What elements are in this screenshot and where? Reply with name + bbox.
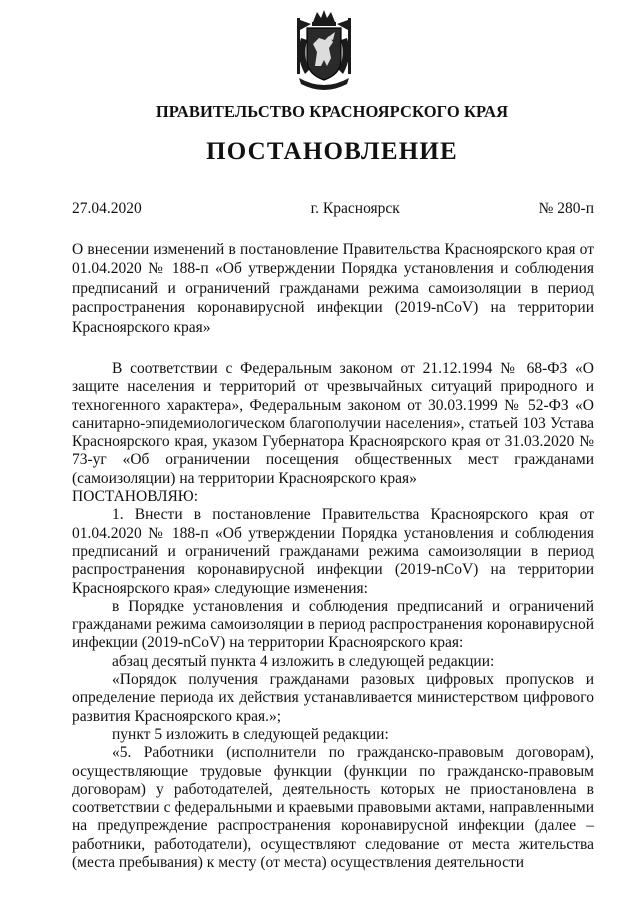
body-paragraph-4: «Порядок получения гражданами разовых цифровых пропусков и определение периода их действия устанавливается министерством цифрового развития Красноярского края.»; — [72, 671, 594, 725]
document-body — [72, 360, 594, 872]
document-date: 27.04.2020 — [72, 200, 142, 217]
document-meta-row — [72, 200, 594, 218]
decree-word: ПОСТАНОВЛЯЮ: — [72, 488, 199, 506]
body-paragraph-3: абзац десятый пункта 4 изложить в следующей редакции: — [112, 652, 495, 670]
body-paragraph-6: «5. Работники (исполнители по гражданско-правовым договорам), осуществляющие трудовые функции (функции по гражданско-правовым договорам) у работодателей, деятельность которых не приостановлена в соответствии с федеральными и краевыми правовыми актами, направленными на предупреждение распространения коронавирусной инфекции (далее – работники, работодатели), осуществляют следование от места жительства (места пребывания) к месту (от места) осуществления деятельности — [72, 744, 594, 872]
document-city: г. Красноярск — [310, 200, 400, 217]
krasnoyarsk-coat-of-arms-icon — [291, 8, 357, 92]
body-paragraph-5: пункт 5 изложить в следующей редакции: — [112, 725, 389, 743]
preamble-paragraph: В соответствии с Федеральным законом от 21.12.1994 № 68-ФЗ «О защите населения и территорий от чрезвычайных ситуаций природного и техногенного характера», Федеральным законом от 30.03.1999 № 52-ФЗ «О санитарно-эпидемиологическом благополучии населения», статьей 103 Устава Красноярского края, указом Губернатора Красноярского края от 31.03.2020 № 73-уг «Об ограничении посещения общественных мест гражданами (самоизоляции) на территории Красноярского края» — [72, 360, 594, 487]
document-number: № 280-п — [538, 200, 594, 217]
document-subject: О внесении изменений в постановление Правительства Красноярского края от 01.04.2020 № 188-п «Об утверждении Порядка установления и соблюдения предписаний и ограничений гражданами режима самоизоляции в период распространения коронавирусной инфекции (2019-nCoV) на территории Красноярского края» — [72, 241, 594, 336]
government-title: ПРАВИТЕЛЬСТВО КРАСНОЯРСКОГО КРАЯ — [155, 102, 509, 121]
body-paragraph-1: 1. Внести в постановление Правительства Красноярского края от 01.04.2020 № 188-п «Об утверждении Порядка установления и соблюдения предписаний и ограничений гражданами режима самоизоляции в период распространения коронавирусной инфекции (2019-nCoV) на территории Красноярского края» следующие изменения: — [72, 506, 594, 597]
document-type-heading: ПОСТАНОВЛЕНИЕ — [206, 138, 458, 165]
body-paragraph-2: в Порядке установления и соблюдения предписаний и ограничений гражданами режима самоизоляции в период распространения коронавирусной инфекции (2019-nCoV) на территории Красноярского края: — [72, 597, 594, 652]
